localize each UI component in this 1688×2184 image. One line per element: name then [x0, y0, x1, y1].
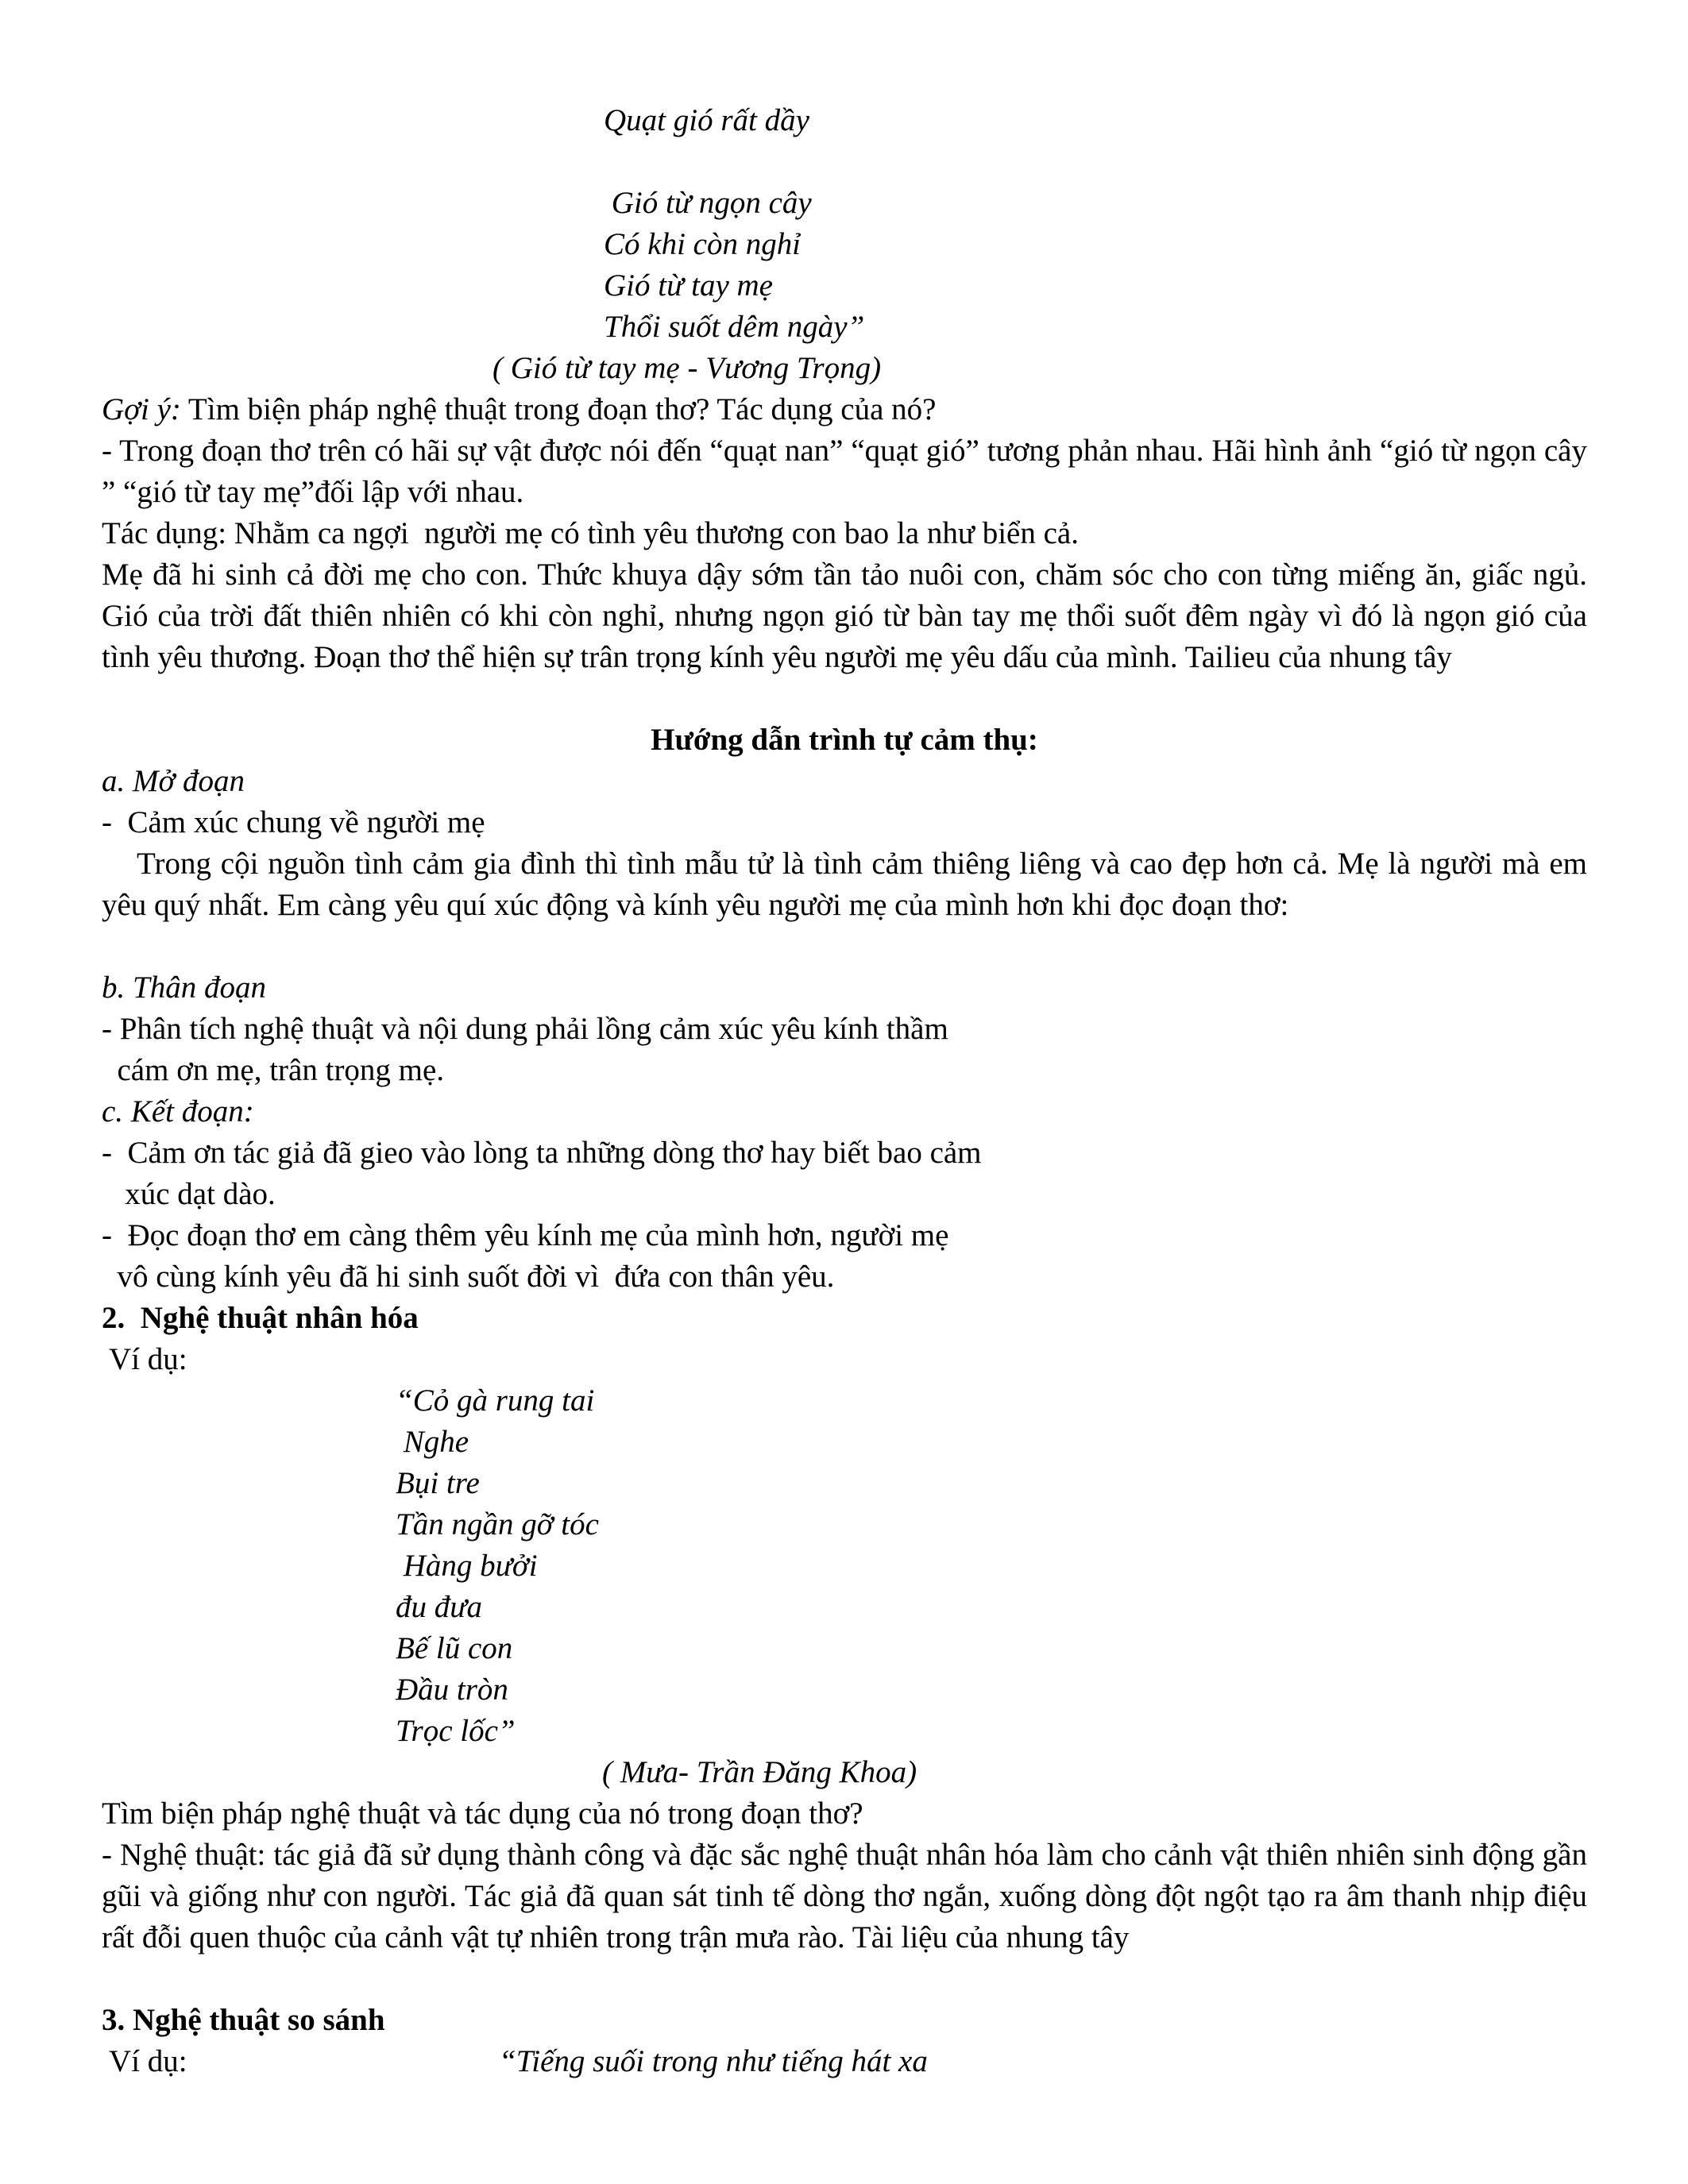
poem1-line-3: Có khi còn nghỉ — [604, 227, 802, 261]
mother-paragraph: Mẹ đã hi sinh cả đời mẹ cho con. Thức khuya dậy sớm tần tảo nuôi con, chăm sóc cho con từng miếng ăn, giấc ngủ. Gió của trời đất thiên nhiên có khi còn nghỉ, nhưng ngọn gió từ bàn tay mẹ thổi suốt đêm ngày vì đó là ngọn gió của tình yêu thương. Đoạn thơ thể hiện sự trân trọng kính yêu người mẹ yêu dấu của mình. Tailieu của nhung tây — [102, 558, 1587, 674]
section-3-heading: 3. Nghệ thuật so sánh — [102, 2003, 385, 2037]
section-2-heading: 2. Nghệ thuật nhân hóa — [102, 1301, 419, 1335]
poem2-line-1: “Cỏ gà rung tai — [396, 1383, 595, 1418]
poem1-line-1: Quạt gió rất dầy — [604, 103, 809, 137]
section-a-bullet: - Cảm xúc chung về người mẹ — [102, 805, 485, 839]
section-c-line-1: - Cảm ơn tác giả đã gieo vào lòng ta những dòng thơ hay biết bao cảm — [102, 1136, 982, 1170]
section-a-paragraph: Trong cội nguồn tình cảm gia đình thì tình mẫu tử là tình cảm thiêng liêng và cao đẹp hơn cả. Mẹ là người mà em yêu quý nhất. Em càng yêu quí xúc động và kính yêu người mẹ của mình hơn khi đọc đoạn thơ: — [102, 847, 1587, 922]
poem2-line-8: Đầu tròn — [396, 1673, 508, 1707]
poem2-source: ( Mưa- Trần Đăng Khoa) — [602, 1755, 917, 1789]
poem1-line-5: Thổi suốt dêm ngày” — [604, 310, 865, 344]
poem2-line-6: đu đưa — [396, 1590, 483, 1624]
section-c-line-2: xúc dạt dào. — [102, 1177, 276, 1211]
section-b-line-1: - Phân tích nghệ thuật và nội dung phải lồng cảm xúc yêu kính thầm — [102, 1012, 948, 1046]
section-b-line-2: cám ơn mẹ, trân trọng mẹ. — [102, 1053, 445, 1087]
analysis-paragraph-1: - Trong đoạn thơ trên có hãi sự vật được nói đến “quạt nan” “quạt gió” tương phản nhau. Hãi hình ảnh “gió từ ngọn cây ” “gió từ tay mẹ”đối lập với nhau. — [102, 434, 1587, 509]
poem2-line-2: Nghe — [396, 1425, 469, 1459]
poem1-line-4: Gió từ tay mẹ — [604, 268, 773, 303]
hint-line — [102, 389, 936, 430]
poem2-line-9: Trọc lốc” — [396, 1714, 516, 1748]
hint-text: Tìm biện pháp nghệ thuật trong đoạn thơ? Tác dụng của nó? — [180, 392, 937, 426]
section-3-example-label: Ví dụ: — [102, 2044, 187, 2078]
section-2-question: Tìm biện pháp nghệ thuật và tác dụng của nó trong đoạn thơ? — [102, 1796, 863, 1831]
guide-title: Hướng dẫn trình tự cảm thụ: — [651, 723, 1038, 757]
section-b-heading: b. Thân đoạn — [102, 970, 266, 1005]
effect-line: Tác dụng: Nhằm ca ngợi người mẹ có tình yêu thương con bao la như biển cả. — [102, 516, 1079, 550]
section-c-line-4: vô cùng kính yêu đã hi sinh suốt đời vì đứa con thân yêu. — [102, 1260, 835, 1294]
section-c-heading: c. Kết đoạn: — [102, 1094, 254, 1129]
poem2-line-4: Tần ngần gỡ tóc — [396, 1507, 599, 1542]
poem1-line-2: Gió từ ngọn cây — [604, 186, 812, 220]
poem2-line-3: Bụi tre — [396, 1466, 480, 1500]
poem3-line-1: “Tiếng suối trong như tiếng hát xa — [499, 2044, 928, 2078]
hint-label: Gợi ý: — [102, 392, 181, 426]
poem2-line-7: Bế lũ con — [396, 1631, 513, 1665]
section-a-heading: a. Mở đoạn — [102, 764, 245, 798]
poem1-source: ( Gió từ tay mẹ - Vương Trọng) — [492, 351, 882, 385]
section-2-example-label: Ví dụ: — [102, 1342, 187, 1376]
section-2-analysis: - Nghệ thuật: tác giả đã sử dụng thành công và đặc sắc nghệ thuật nhân hóa làm cho cảnh vật thiên nhiên sinh động gần gũi và giống như con người. Tác giả đã quan sát tinh tế dòng thơ ngắn, xuống dòng đột ngột tạo ra âm thanh nhịp điệu rất đỗi quen thuộc của cảnh vật tự nhiên trong trận mưa rào. Tài liệu của nhung tây — [102, 1838, 1587, 1954]
poem2-line-5: Hàng bưởi — [396, 1549, 538, 1583]
section-c-line-3: - Đọc đoạn thơ em càng thêm yêu kính mẹ của mình hơn, người mẹ — [102, 1218, 949, 1252]
